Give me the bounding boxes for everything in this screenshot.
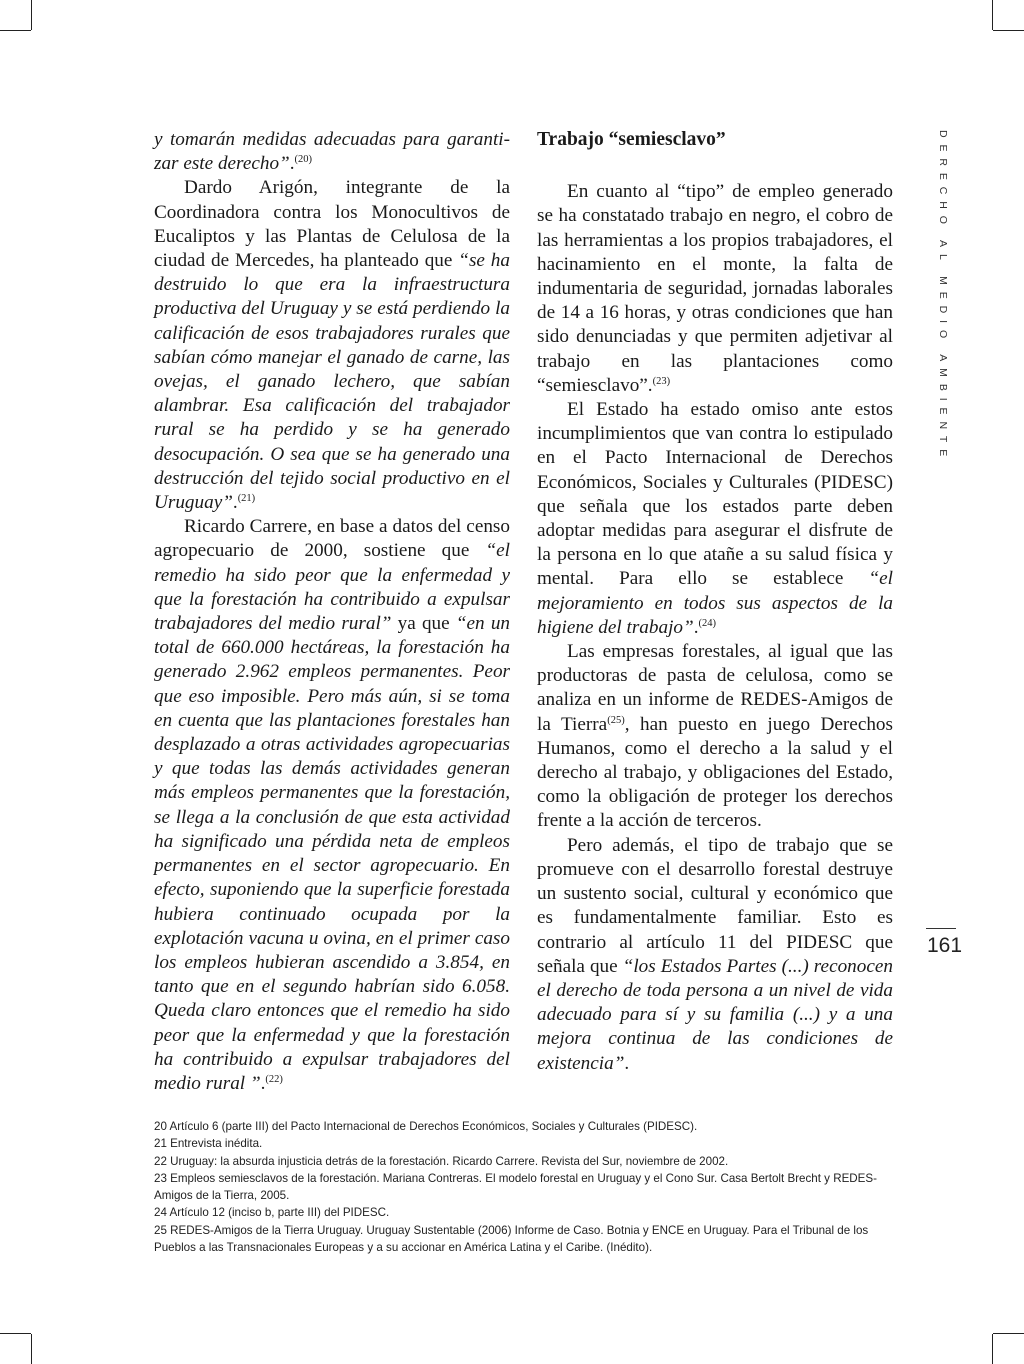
text: Ricardo Carrere, en base a datos del censo agropecuario de 2000, sostiene que (154, 516, 510, 562)
left-column (154, 128, 510, 1096)
crop-mark-top-left-vertical (31, 0, 32, 30)
crop-mark-bottom-left-vertical (31, 1334, 32, 1364)
text: , han puesto en juego Derechos Humanos, como el derecho a la salud y el derecho al trabajo, y obligaciones del Estado, como la obligación de proteger los derechos frente a la acción de terceros. (537, 713, 893, 832)
crop-mark-bottom-left-horizontal (0, 1333, 31, 1334)
paragraph-arigon (154, 176, 510, 515)
quote-italic: “el mejoramiento en todos sus aspectos de la higiene del trabajo” (537, 568, 893, 638)
footnote-21: 21 Entrevista inédita. (154, 1137, 263, 1151)
quote-italic: “el remedio ha sido peor que la enfermedad y que la forestación ha contribuido a expulsar trabajadores del medio rural” (154, 540, 510, 635)
footnote-23: 23 Empleos semiesclavos de la forestación. Mariana Contreras. El modelo forestal en Uruguay y el Cono Sur. Casa Bertolt Brecht y REDES-Amigos de la Tierra, 2005. (154, 1171, 878, 1203)
paragraph-pero-ademas (537, 834, 893, 1076)
page-number-rule (926, 928, 956, 929)
footnote-25: 25 REDES-Amigos de la Tierra Uruguay. Uruguay Sustentable (2006) Informe de Caso. Botnia y ENCE en Uruguay. Para el Tribunal de los Pueblos a las Transnacionales Europeas y a su accionar en América Latina y el Caribe. (Inédito). (154, 1223, 869, 1255)
text: Pero además, el tipo de trabajo que se promueve con el desarrollo forestal destruye un sustento social, cultural y económico que es fundamentalmente familiar. Esto es contrario al artículo 11 del PIDESC que señala que (537, 834, 893, 977)
text: . (624, 1052, 630, 1074)
footnote-24: 24 Artículo 12 (inciso b, parte III) del PIDESC. (154, 1206, 390, 1220)
text: . (289, 153, 295, 175)
running-head: DERECHO AL MEDIO AMBIENTE (937, 130, 949, 464)
footnote-ref-22: (22) (265, 1073, 283, 1085)
text: El Estado ha estado omiso ante estos incumplimientos que van contra lo estipulado en el Pacto Internacional de Derechos Económicos, Sociales y Culturales (PIDESC) que señala que los estados parte deben adoptar medidas para asegurar el disfrute de la persona en lo que atañe a su salud física y mental. Para ello se establece (537, 399, 893, 590)
text: . (232, 492, 238, 514)
paragraph-carrere (154, 515, 510, 1096)
right-column (537, 128, 893, 1076)
footnote-ref-25: (25) (607, 714, 625, 726)
footnote-ref-21: (21) (237, 493, 256, 505)
section-heading: Trabajo “semiesclavo” (537, 129, 726, 150)
paragraph-empresas (537, 640, 893, 834)
quote-italic: “los Estados Partes (...) reconocen el derecho de toda persona a un nivel de vida adecuado para sí y su familia (...) y a una mejora continua de las condiciones de existencia” (537, 955, 893, 1074)
quote-italic: y tomarán medidas adecuadas para garantizar este derecho” (154, 129, 510, 175)
crop-mark-top-left-horizontal (0, 30, 31, 31)
footnote-ref-24: (24) (698, 617, 716, 629)
quote-italic: “se ha destruido lo que era la infraestructura productiva del Uruguay y se está perdiendo la calificación de esos trabajadores rurales que sabían cómo manejar el ganado de carne, las ovejas, el ganado lechero, que sabían alambrar. Esa calificación del trabajador rural se ha perdido y se ha generado desocupación. O sea que se ha generado una destrucción del tejido social productivo en el Uruguay” (154, 250, 510, 514)
text: . (693, 616, 699, 638)
crop-mark-bottom-right-vertical (992, 1334, 993, 1364)
crop-mark-bottom-right-horizontal (993, 1333, 1024, 1334)
paragraph-continuation (154, 128, 510, 176)
text: ya que (391, 613, 456, 635)
footnote-ref-20: (20) (294, 154, 313, 166)
paragraph-estado (537, 398, 893, 640)
page-number: 161 (927, 934, 963, 957)
text: En cuanto al “tipo” de empleo generado se ha constatado trabajo en negro, el cobro de las herramientas a los propios trabajadores, el hacinamiento en el monte, la falta de indumentaria de seguridad, jornadas laborales de 14 a 16 horas, y otras condiciones que han sido denunciadas y que permiten adjetivar al trabajo en las plantaciones como “semiesclavo”. (537, 181, 893, 396)
footnote-ref-23: (23) (652, 375, 671, 387)
quote-italic: “en un total de 660.000 hectáreas, la forestación ha generado 2.962 empleos permanentes. Peor que eso imposible. Pero más aún, si se toma en cuenta que las plantaciones forestales han desplazado a otras actividades agropecuarias y que todas las demás actividades generan más empleos permanentes que la forestación, se llega a la conclusión de que esta actividad ha significado una pérdida neta de empleos permanentes en el sector agropecuario. En efecto, suponiendo que la superficie forestada hubiera continuado ocupada por la explotación vacuna u ovina, en el primer caso los empleos hubieran ascendido a 3.854, en tanto que en el segundo habrían sido 6.058. Queda claro entonces que el remedio ha sido peor que la enfermedad y que la forestación ha contribuido a expulsar trabajadores del medio rural ” (154, 613, 510, 1094)
footnote-22: 22 Uruguay: la absurda injusticia detrás de la forestación. Ricardo Carrere. Revista del Sur, noviembre de 2002. (154, 1154, 729, 1168)
paragraph-tipo-empleo (537, 180, 893, 398)
footnote-20: 20 Artículo 6 (parte III) del Pacto Internacional de Derechos Económicos, Sociales y Culturales (PIDESC). (154, 1120, 698, 1133)
footnotes (154, 1118, 899, 1256)
text: Las empresas forestales, al igual que las productoras de pasta de celulosa, como se analiza en un informe de REDES-Amigos de la Tierra (537, 641, 893, 735)
text: Dardo Arigón, integrante de la Coordinadora contra los Monocultivos de Eucaliptos y las Plantas de Celulosa de la ciudad de Mercedes, ha planteado que (154, 177, 510, 272)
crop-mark-top-right-horizontal (993, 30, 1024, 31)
text: . (260, 1072, 266, 1094)
crop-mark-top-right-vertical (992, 0, 993, 30)
